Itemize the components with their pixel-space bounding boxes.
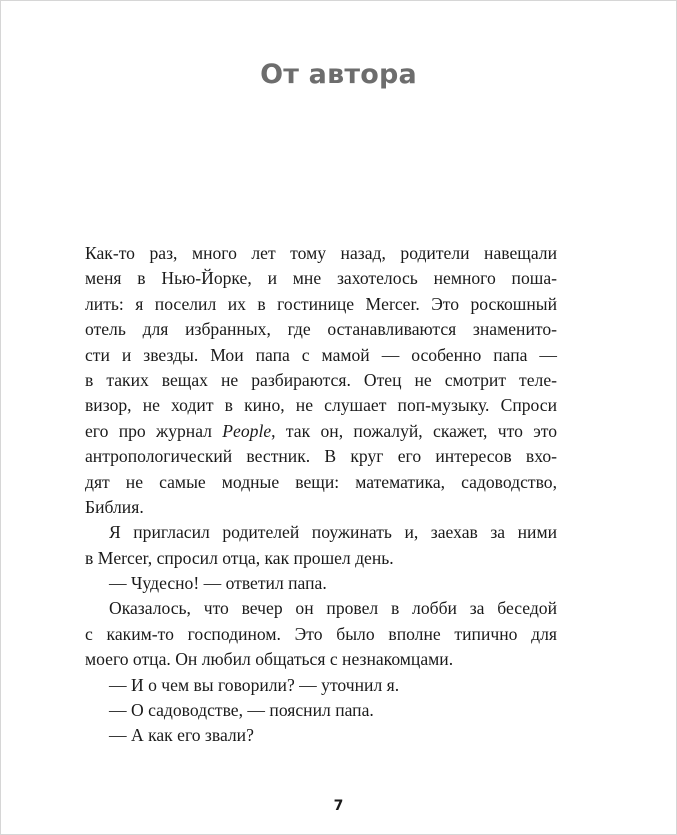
text-line: с каким-то господином. Это было вполне типично для (85, 623, 557, 644)
text-line: визор, не ходит в кино, не слушает поп-музыку. Спроси (85, 395, 557, 416)
text-line: лить: я поселил их в гостинице Mercer. Это роскошный (85, 293, 557, 314)
text-line: моего отца. Он любил общаться с незнакомцами. (85, 649, 454, 670)
text-line: в Mercer, спросил отца, как прошел день. (85, 547, 394, 568)
text-line: Библия. (85, 496, 144, 517)
text-line: дят не самые модные вещи: математика, садоводство, (85, 471, 557, 492)
text-line: отель для избранных, где останавливаются знаменито- (85, 319, 557, 340)
chapter-title: От автора (260, 59, 417, 90)
text-segment: , так он, пожалуй, скажет, что это (271, 420, 557, 441)
text-line: меня в Нью-Йорке, и мне захотелось немного поша- (85, 268, 557, 289)
text-segment: его про журнал (85, 420, 223, 441)
text-line: — А как его звали? (109, 725, 254, 746)
text-line: — И о чем вы говорили? — уточнил я. (109, 674, 400, 695)
text-line: Оказалось, что вечер он провел в лобби за беседой (109, 598, 557, 619)
text-line: — Чудесно! — ответил папа. (109, 573, 327, 594)
text-line: сти и звезды. Мои папа с мамой — особенно папа — (85, 344, 557, 365)
text-line: — О садоводстве, — пояснил папа. (109, 700, 374, 721)
page-number: 7 (333, 798, 344, 814)
text-line: антропологический вестник. В круг его интересов вхо- (85, 446, 557, 467)
text-line: в таких вещах не разбираются. Отец не смотрит теле- (85, 369, 557, 390)
body-text (85, 241, 557, 749)
text-line (85, 419, 557, 444)
text-line: Я пригласил родителей поужинать и, заехав за ними (109, 522, 557, 543)
text-line: Как-то раз, много лет тому назад, родители навещали (85, 243, 557, 263)
magazine-name: People (222, 420, 272, 441)
